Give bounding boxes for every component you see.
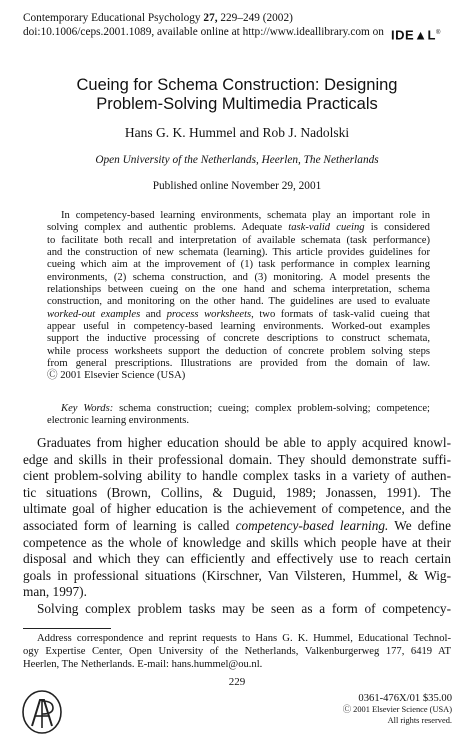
abstract-copyright: Ⓒ 2001 Elsevier Science (USA): [47, 370, 186, 382]
abstract-line: to facilitate both recall and interpretation of available schemata (task performance): [47, 234, 430, 246]
keywords-label: Key Words:: [61, 403, 114, 414]
body-line: man, 1997).: [23, 584, 87, 600]
abstract-italic-term: worked-out examples: [47, 308, 141, 320]
footnote-rule: [23, 628, 111, 629]
abstract-line: support the inductive processing of concrete descriptions to construct schemata,: [47, 333, 430, 345]
issn-price: 0361-476X/01 $35.00: [358, 693, 452, 704]
body-line: Solving complex problem tasks may be seen as a form of competency-: [37, 600, 451, 616]
doi-line[interactable]: doi:10.1006/ceps.2001.1089, available online at http://www.ideallibrary.com on: [23, 26, 384, 38]
body-line: competence as the whole of knowledge and skills which people have at their: [23, 534, 451, 550]
copyright-block: [300, 692, 452, 726]
abstract-line: environments, (2) schema construction, and (3) monitoring. A model presents the: [47, 271, 430, 283]
body-line: tic situations (Brown, Collins, & Duguid, 1989; Jonassen, 1991). The: [23, 484, 451, 500]
abstract-text: and: [140, 308, 167, 320]
footnote-line: Heerlen, The Netherlands. E-mail: hans.hummel@ou.nl.: [23, 659, 263, 671]
body-text: [23, 435, 451, 618]
abstract-italic-term: process worksheets: [166, 308, 252, 320]
body-line: goals in professional situations (Kirschner, Van Vilsteren, Hummel, & Wig-: [23, 567, 451, 583]
body-line: cient problem-solving ability to handle complex tasks in a variety of authen-: [23, 468, 451, 484]
title-line-1: Cueing for Schema Construction: Designing: [76, 76, 398, 94]
abstract-text: is considered: [364, 222, 430, 234]
abstract-italic-term: task-valid cueing: [288, 222, 365, 234]
abstract-line: while process worksheets support the deduction of concrete problem solving steps: [47, 345, 430, 357]
abstract-text: solving complex and authentic problems. Adequate: [47, 222, 289, 234]
journal-pages-year: 229–249 (2002): [220, 12, 293, 24]
abstract-line: construction, and monitoring on the other hand. The guidelines are used to evaluate: [47, 296, 430, 308]
abstract-line: In competency-based learning environments, schemata play an important role in: [61, 210, 430, 221]
abstract-line: relationships between cueing on the one hand and schema interpretation, schema: [47, 284, 430, 296]
body-line: edge and skills in their professional domain. They should demonstrate suffi-: [23, 451, 451, 467]
academic-press-logo: [20, 688, 64, 736]
ideal-logo-text: IDE▲L: [391, 27, 436, 43]
abstract-line: from general prescriptions. Illustrations are provided from the domain of law.: [47, 358, 430, 370]
registered-mark: ®: [435, 30, 441, 36]
footnote-line: ogy Expertise Center, Open University of the Netherlands, Valkenburgerweg 177, 6419 AT: [23, 646, 451, 658]
keywords: [47, 403, 430, 428]
journal-name: Contemporary Educational Psychology: [23, 12, 201, 24]
abstract-line: [47, 222, 430, 234]
abstract-text: , two formats of task-valid cueing that: [251, 308, 431, 320]
body-line: Graduates from higher education should be able to apply acquired knowl-: [37, 435, 451, 450]
body-text-span: associated form of learning is called: [23, 517, 236, 533]
abstract: [47, 210, 430, 383]
rights-reserved: All rights reserved.: [387, 715, 452, 725]
body-text-span: We define: [388, 517, 451, 533]
keywords-text: schema construction; cueing; complex problem-solving; competence;: [113, 403, 430, 414]
footnote-line: Address correspondence and reprint requests to Hans G. K. Hummel, Educational Technol-: [37, 633, 451, 644]
body-line: disposal and which they can efficiently and effectively use to reach certain: [23, 551, 451, 567]
authors: Hans G. K. Hummel and Rob J. Nadolski: [124, 125, 350, 140]
body-line: ultimate goal of higher education is the achievement of competence, and the: [23, 501, 451, 517]
page-number: 229: [228, 676, 246, 688]
keywords-line: [47, 403, 430, 415]
copyright-notice: Ⓒ 2001 Elsevier Science (USA): [342, 705, 452, 714]
body-line: [23, 518, 451, 535]
journal-volume: 27,: [203, 12, 218, 24]
abstract-line: appear useful in competency-based learning environments. Worked-out examples: [47, 321, 430, 333]
body-italic-term: competency-based learning.: [235, 517, 389, 533]
abstract-line: cueing which aim at the improvement of (1) task performance in complex learning: [47, 259, 430, 271]
ideal-logo: [391, 24, 443, 42]
affiliation: Open University of the Netherlands, Heerlen, The Netherlands: [95, 154, 379, 166]
keywords-line: electronic learning environments.: [47, 415, 190, 427]
title-line-2: Problem-Solving Multimedia Practicals: [96, 95, 378, 113]
published-date: Published online November 29, 2001: [152, 180, 322, 192]
journal-citation: [23, 11, 443, 25]
academic-press-logo-icon: [20, 688, 64, 736]
article-title: [40, 76, 434, 114]
abstract-line: and the construction of new schemata (learning). This article provides guidelines for: [47, 247, 430, 259]
abstract-line: [47, 309, 430, 321]
footnote: [23, 632, 451, 672]
